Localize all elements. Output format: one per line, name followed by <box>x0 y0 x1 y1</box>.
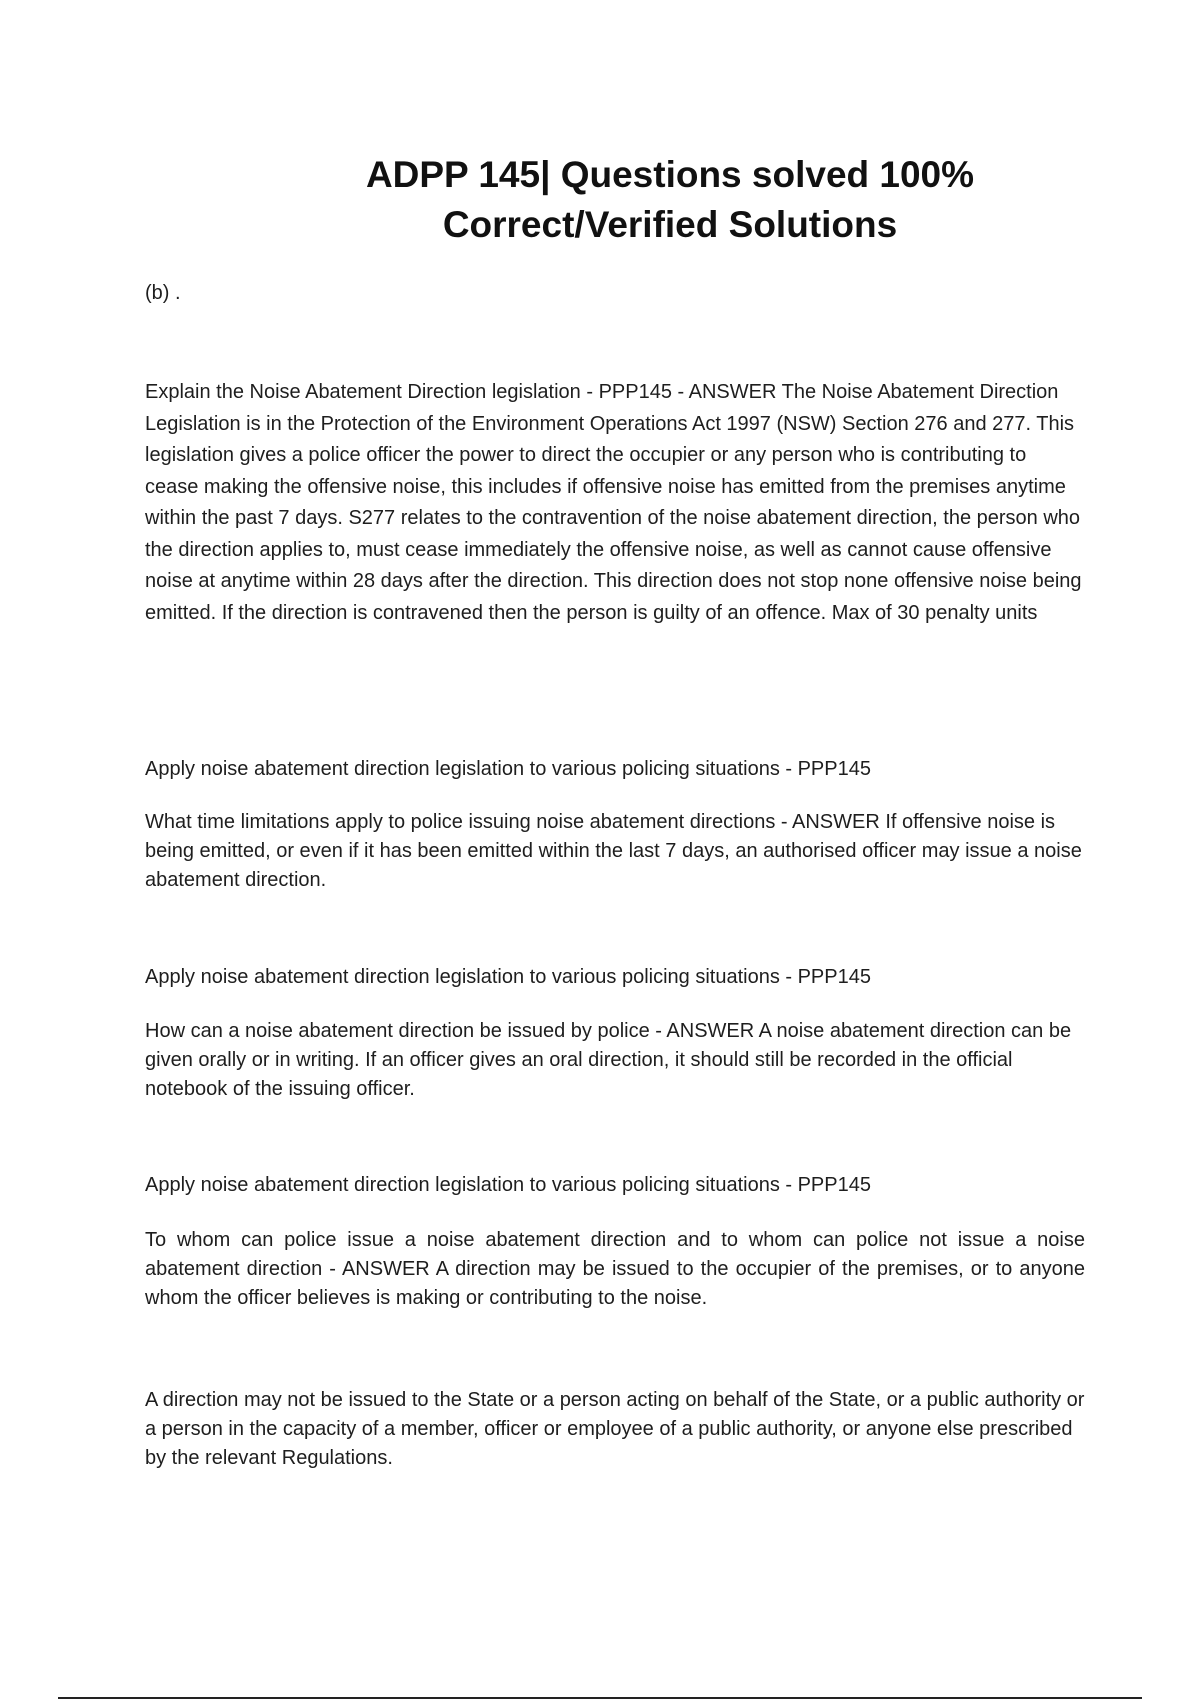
answer-paragraph-3: How can a noise abatement direction be issued by police - ANSWER A noise abatement direction can be given orally or in writing. If an officer gives an oral direction, it should still be recorded in the official notebook of the issuing officer. <box>145 1020 1072 1100</box>
question-heading-3: Apply noise abatement direction legislation to various policing situations - PPP145 <box>145 966 871 988</box>
answer-paragraph-4: To whom can police issue a noise abatement direction and to whom can police not issue a noise abatement direction - ANSWER A direction may be issued to the occupier of the premises, or to anyone whom the officer believes is making or contributing to the noise. <box>145 1229 1085 1309</box>
footer-divider <box>58 1697 1142 1699</box>
document-title <box>340 150 1000 250</box>
answer-paragraph-2: What time limitations apply to police issuing noise abatement directions - ANSWER If offensive noise is being emitted, or even if it has been emitted within the last 7 days, an authorised officer may issue a noise abatement direction. <box>145 811 1082 891</box>
answer-paragraph-5: A direction may not be issued to the State or a person acting on behalf of the State, or a public authority or a person in the capacity of a member, officer or employee of a public authority, or anyone else prescribed by the relevant Regulations. <box>145 1389 1085 1469</box>
section-label-b: (b) . <box>145 282 181 304</box>
question-heading-4: Apply noise abatement direction legislation to various policing situations - PPP145 <box>145 1174 871 1196</box>
title-line-2: Correct/Verified Solutions <box>442 204 898 245</box>
title-line-1: ADPP 145| Questions solved 100% <box>365 154 975 195</box>
answer-paragraph-1: Explain the Noise Abatement Direction legislation - PPP145 - ANSWER The Noise Abatement Direction Legislation is in the Protection of the Environment Operations Act 1997 (NSW) Section 276 and 277. This legislation gives a police officer the power to direct the occupier or any person who is contributing to cease making the offensive noise, this includes if offensive noise has emitted from the premises anytime within the past 7 days. S277 relates to the contravention of the noise abatement direction, the person who the direction applies to, must cease immediately the offensive noise, as well as cannot cause offensive noise at anytime within 28 days after the direction. This direction does not stop none offensive noise being emitted. If the direction is contravened then the person is guilty of an offence. Max of 30 penalty units <box>145 381 1082 624</box>
question-heading-2: Apply noise abatement direction legislation to various policing situations - PPP145 <box>145 758 871 780</box>
